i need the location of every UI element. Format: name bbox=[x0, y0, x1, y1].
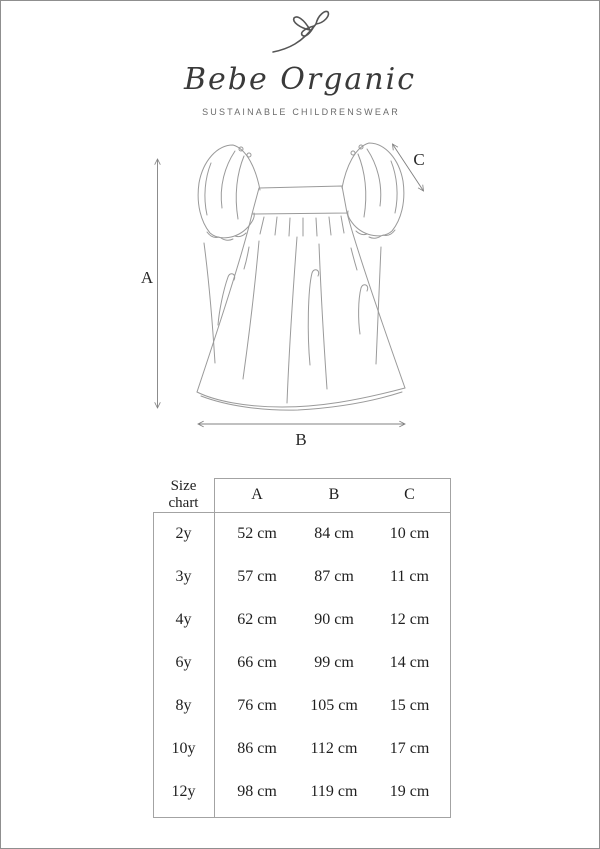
size-chart-table bbox=[153, 478, 451, 818]
size-chart-label: Size chart bbox=[168, 478, 199, 511]
measurement-cell-b: 112 cm bbox=[310, 739, 358, 757]
brand-name: Bebe Organic bbox=[183, 62, 417, 97]
measurement-cell-c: 17 cm bbox=[389, 739, 430, 757]
column-header-b: B bbox=[328, 486, 340, 503]
measurement-cell-a: 62 cm bbox=[237, 610, 277, 628]
size-cell: 2y bbox=[175, 524, 192, 542]
measurement-cell-a: 86 cm bbox=[237, 739, 277, 757]
right-sleeve bbox=[342, 143, 404, 238]
measurement-cell-c: 14 cm bbox=[389, 653, 430, 671]
size-cell: 6y bbox=[175, 653, 192, 671]
branch-leaves-icon bbox=[268, 10, 332, 60]
dimension-label-a: A bbox=[140, 268, 154, 287]
dimension-label-b: B bbox=[295, 430, 307, 449]
hem bbox=[197, 388, 405, 410]
skirt bbox=[197, 213, 405, 403]
measurement-cell-a: 57 cm bbox=[237, 567, 277, 585]
size-cell: 10y bbox=[171, 739, 196, 757]
measurement-cell-a: 66 cm bbox=[237, 653, 277, 671]
measurement-cell-c: 15 cm bbox=[389, 696, 430, 714]
measurement-cell-b: 87 cm bbox=[314, 567, 354, 585]
measurement-cell-b: 99 cm bbox=[314, 653, 354, 671]
measurement-cell-c: 12 cm bbox=[389, 610, 430, 628]
measurement-cell-b: 105 cm bbox=[310, 696, 358, 714]
measurement-cell-a: 52 cm bbox=[237, 524, 277, 542]
bodice-panel bbox=[252, 186, 347, 214]
left-sleeve bbox=[198, 145, 260, 240]
table-grid bbox=[153, 478, 451, 818]
size-cell: 4y bbox=[175, 610, 192, 628]
dress-sketch bbox=[197, 143, 405, 410]
column-header-c: C bbox=[404, 486, 415, 503]
column-header-a: A bbox=[251, 486, 263, 503]
size-cell: 8y bbox=[175, 696, 192, 714]
measurement-cell-c: 10 cm bbox=[389, 524, 430, 542]
measurement-cell-c: 19 cm bbox=[389, 782, 430, 800]
brand-header bbox=[1, 1, 599, 118]
measurement-cell-b: 84 cm bbox=[314, 524, 354, 542]
size-cell: 12y bbox=[171, 782, 196, 800]
dimension-label-c: C bbox=[413, 150, 425, 169]
dress-diagram bbox=[131, 136, 471, 451]
size-cell: 3y bbox=[175, 567, 192, 585]
brand-tagline: SUSTAINABLE CHILDRENSWEAR bbox=[202, 107, 400, 117]
measurement-cell-a: 98 cm bbox=[237, 782, 277, 800]
measurement-cell-b: 90 cm bbox=[314, 610, 354, 628]
measurement-cell-a: 76 cm bbox=[237, 696, 277, 714]
measurement-cell-b: 119 cm bbox=[310, 782, 358, 800]
measurement-cell-c: 11 cm bbox=[390, 567, 429, 585]
